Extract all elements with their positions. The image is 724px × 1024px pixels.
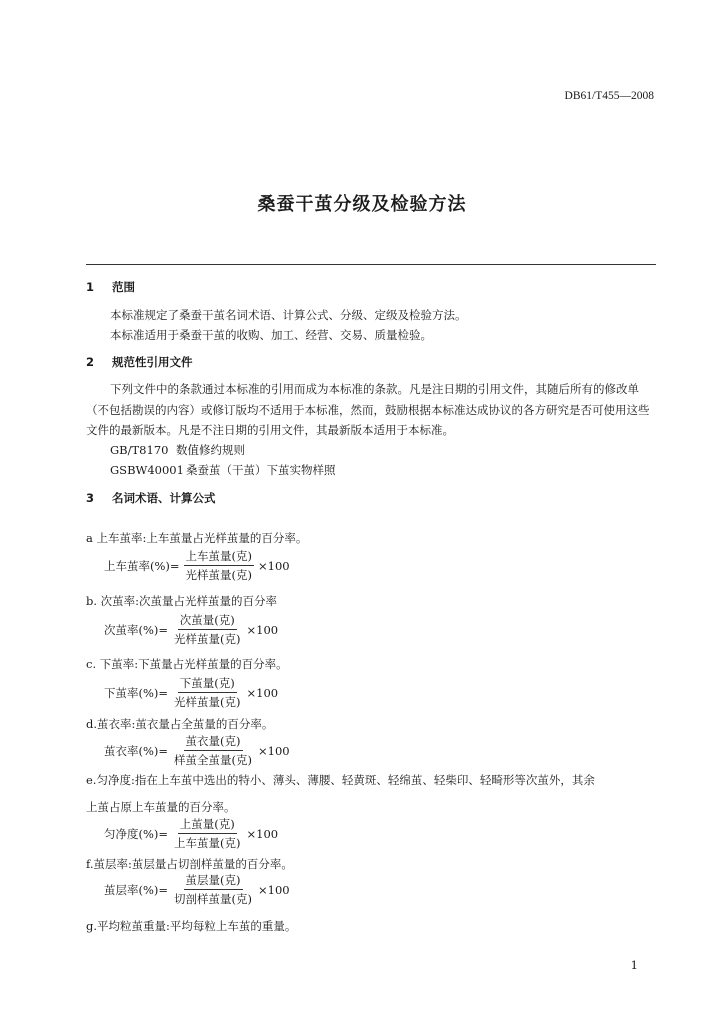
section-title: 名词术语、计算公式: [112, 491, 216, 505]
reference-name: 桑蚕茧（干茧）下茧实物样照: [186, 463, 336, 477]
section-number: 1: [86, 280, 95, 294]
title-divider: [86, 264, 656, 265]
section-heading-1: [86, 279, 135, 295]
definition-text: a 上车茧率:上车茧量占光样茧量的百分率。: [86, 531, 308, 545]
fraction: [172, 816, 242, 851]
fraction: [172, 675, 242, 710]
definition-text: d.茧衣率:茧衣量占全茧量的百分率。: [86, 717, 274, 731]
section-title: 范围: [112, 280, 135, 294]
formula: [104, 548, 290, 583]
definition-text: g.平均粒茧重量:平均每粒上车茧的重量。: [86, 919, 297, 933]
multiplier: ×100: [258, 558, 290, 573]
document-title: 桑蚕干茧分级及检验方法: [257, 194, 467, 215]
section-heading-3: [86, 490, 216, 506]
denominator: 光样茧量(克): [174, 632, 241, 646]
fraction: [172, 872, 254, 907]
multiplier: ×100: [246, 622, 279, 637]
scope-line-1: 本标准规定了桑蚕干茧名词术语、计算公式、分级、定级及检验方法。: [110, 308, 467, 322]
multiplier: ×100: [258, 882, 290, 897]
denominator: 上车茧量(克): [174, 836, 241, 850]
normative-references-paragraph: 下列文件中的条款通过本标准的引用而成为本标准的条款。凡是注日期的引用文件，其随后所有的修改单（不包括勘误的内容）或修订版均不适用于本标准，然而，鼓励根据本标准达成协议的各方研究是否可使用这些文件的最新版本。凡是不注日期的引用文件，其最新版本适用于本标准。: [86, 382, 650, 437]
section-heading-2: [86, 354, 193, 370]
denominator: 样茧全茧量(克): [174, 753, 253, 767]
formula-lhs: 下茧率(%)=: [104, 685, 169, 700]
fraction: [184, 548, 254, 583]
multiplier: ×100: [246, 685, 279, 700]
denominator: 切剖样茧量(克): [174, 892, 253, 906]
formula: [104, 816, 278, 851]
multiplier: ×100: [258, 743, 290, 758]
section-title: 规范性引用文件: [112, 355, 193, 369]
definition-text: c. 下茧率:下茧量占光样茧量的百分率。: [86, 657, 288, 671]
formula-lhs: 茧衣率(%)=: [104, 743, 169, 758]
section-number: 2: [86, 355, 95, 369]
formula: [104, 612, 278, 647]
scope-line-2: 本标准适用于桑蚕干茧的收购、加工、经营、交易、质量检验。: [110, 328, 432, 342]
definition-text: f.茧层率:茧层量占切剖样茧量的百分率。: [86, 857, 293, 871]
reference-item: [110, 442, 245, 458]
reference-name: 数值修约规则: [176, 443, 245, 457]
reference-code: GSBW40001: [110, 463, 184, 477]
numerator: 茧衣量(克): [184, 733, 243, 751]
definition-text-continued: 上茧占原上车茧量的百分率。: [86, 800, 236, 814]
denominator: 光样茧量(克): [174, 695, 241, 709]
definition-text: e.匀净度:指在上车茧中选出的特小、薄头、薄腰、轻黄斑、轻绵茧、轻柴印、轻畸形等次茧外，其余: [86, 773, 595, 787]
numerator: 下茧量(克): [178, 675, 237, 693]
page-number: 1: [630, 958, 638, 972]
numerator: 上茧量(克): [178, 816, 237, 834]
reference-code: GB/T8170: [110, 443, 169, 457]
standard-code: DB61/T455—2008: [564, 90, 654, 102]
multiplier: ×100: [246, 826, 279, 841]
numerator: 上车茧量(克): [184, 548, 254, 566]
reference-item: [110, 462, 336, 478]
formula: [104, 733, 290, 768]
numerator: 次茧量(克): [178, 612, 237, 630]
formula-lhs: 上车茧率(%)=: [104, 558, 180, 573]
section-number: 3: [86, 491, 95, 505]
formula: [104, 872, 290, 907]
fraction: [172, 733, 254, 768]
fraction: [172, 612, 242, 647]
formula-lhs: 茧层率(%)=: [104, 882, 169, 897]
numerator: 茧层量(克): [184, 872, 243, 890]
definition-text: b. 次茧率:次茧量占光样茧量的百分率: [86, 594, 278, 608]
denominator: 光样茧量(克): [185, 568, 253, 582]
formula: [104, 675, 278, 710]
formula-lhs: 次茧率(%)=: [104, 622, 169, 637]
formula-lhs: 匀净度(%)=: [104, 826, 169, 841]
